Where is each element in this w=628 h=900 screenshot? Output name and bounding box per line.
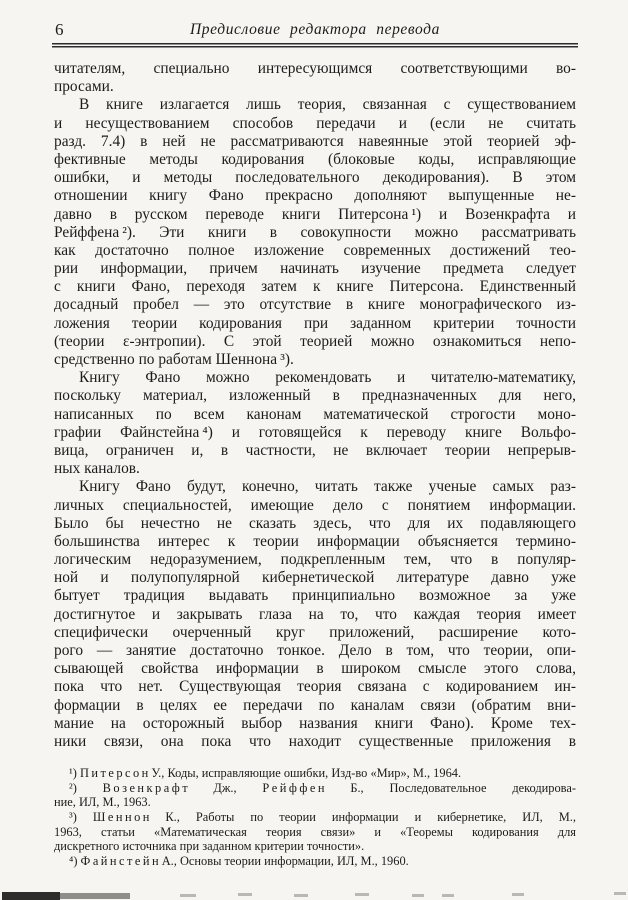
text-line: пока что нет. Существующая теория связана с кодированием ин-: [54, 678, 576, 696]
text-line: как достаточно полное изложение современных достижений тео-: [54, 241, 576, 259]
text-line: ной и полупопулярной кибернетической литературе давно уже: [54, 569, 576, 587]
paragraph: [54, 96, 576, 369]
body-text: [54, 60, 576, 751]
text-line: ²) В о з е н к р а ф т Дж., Р е й ф ф е н Б., Последовательное декодирова-: [69, 780, 576, 795]
scan-artifact: [442, 894, 454, 897]
text-line: рого — занятие достаточно тонкое. Дело в том, что теории, опи-: [54, 642, 576, 659]
scan-artifact: [180, 894, 196, 897]
text-line: читателям, специально интересующимся соответствующими во-: [54, 60, 576, 77]
text-line: мание на осторожный выбор названия книги Фано). Кроме тех-: [54, 714, 576, 732]
text-line: Было бы нечестно не сказать здесь, что для их подавляющего: [54, 514, 576, 532]
text-line: ¹) П и т е р с о н У., Коды, исправляющие ошибки, Изд-во «Мир», М., 1964.: [69, 766, 462, 780]
text-line: поскольку материал, изложенный в предназначенных для него,: [54, 387, 576, 405]
scan-artifact: [294, 894, 308, 897]
text-line: ние, ИЛ, М., 1963.: [54, 795, 151, 810]
text-line: ложения теории кодирования при заданном критерии точности: [54, 314, 576, 332]
text-line: дискретного источника при заданном критерии точности».: [54, 839, 365, 854]
text-line: и несуществованием способов передачи и (если не считать: [54, 114, 576, 132]
footnotes-section: [54, 766, 576, 869]
text-line: специфически очерченный круг приложений, расширение кото-: [54, 623, 576, 641]
text-line: ⁴) Ф а й н с т е й н А., Основы теории информации, ИЛ, М., 1960.: [69, 854, 409, 869]
header-rule: [52, 43, 578, 48]
text-line: большинства интерес к теории информации объясняется термино-: [54, 532, 576, 550]
text-line: давно в русском переводе книги Питерсона ¹) и Возенкрафта и: [54, 205, 576, 223]
scan-artifact: [238, 893, 252, 896]
text-line: вица, ограничен и, в частности, не включает теории непрерыв-: [54, 441, 576, 459]
text-line: формации в целях ее передачи по каналам связи (обратим вни-: [54, 696, 576, 714]
scan-artifact: [614, 892, 626, 895]
text-line: рии информации, причем начинать изучение предмета следует: [54, 260, 576, 278]
text-line: Книгу Фано можно рекомендовать и читателю-математику,: [79, 369, 576, 387]
text-line: достигнутое и закрывать глаза на то, что каждая теория имеет: [54, 605, 576, 623]
scan-artifact: [512, 893, 524, 896]
footnote: [54, 854, 576, 869]
text-line: графии Файнстейна ⁴) и готовящейся к переводу книге Вольфо-: [54, 423, 576, 441]
text-line: (теории ε-энтропии). С этой теорией можно ознакомиться непо-: [54, 332, 576, 350]
text-line: ³) Ш е н н о н К., Работы по теории информации и кибернетике, ИЛ, М.,: [69, 810, 576, 825]
text-line: фективные методы кодирования (блоковые коды, исправляющие: [54, 150, 576, 168]
paragraph: [54, 60, 576, 96]
text-line: средственно по работам Шеннона ³).: [54, 351, 294, 368]
text-line: 1963, статьи «Математическая теория связи» и «Теоремы кодирования для: [54, 824, 576, 839]
text-line: ники связи, она пока что находит существенные приложения в: [54, 732, 576, 750]
running-header-title: Предисловие редактора перевода: [190, 21, 440, 38]
scan-artifact: [412, 894, 424, 897]
text-line: ных каналов.: [54, 460, 140, 478]
text-line: с книги Фано, переходя затем к книге Питерсона. Единственный: [54, 278, 576, 296]
text-line: разд. 7.4) в ней не рассматриваются навеянные этой теорией эф-: [54, 132, 576, 150]
text-line: ошибки, и методы последовательного декодирования). В этом: [54, 169, 576, 187]
text-line: Рейффена ²). Эти книги в совокупности можно рассматривать: [54, 223, 576, 241]
footnote: [54, 810, 576, 854]
text-line: бытует традиция выдавать принципиально возможное за уже: [54, 587, 576, 605]
scan-artifact: [2, 892, 60, 900]
text-line: Книгу Фано будут, конечно, читать также ученые самых раз-: [79, 478, 576, 496]
scan-artifact: [60, 893, 130, 899]
paragraph: [54, 369, 576, 478]
footnote: [54, 781, 576, 810]
text-line: логическим недоразумением, подкрепленным тем, что в популяр-: [54, 551, 576, 569]
footnote: [54, 766, 576, 781]
text-line: В книге излагается лишь теория, связанная с существованием: [79, 96, 576, 114]
text-line: просами.: [54, 78, 114, 96]
page-number: 6: [55, 20, 64, 39]
text-line: сывающей свойства информации в широком смысле этого слова,: [54, 660, 576, 678]
paragraph: [54, 478, 576, 751]
text-line: написанных по всем канонам математической строгости моно-: [54, 405, 576, 423]
text-line: досадный пробел — это отсутствие в книге монографического из-: [54, 296, 576, 314]
scan-artifact: [355, 893, 369, 896]
text-line: отношении книгу Фано прекрасно дополняют выпущенные не-: [54, 187, 576, 205]
text-line: личных специальностей, имеющие дело с понятием информации.: [54, 496, 576, 514]
